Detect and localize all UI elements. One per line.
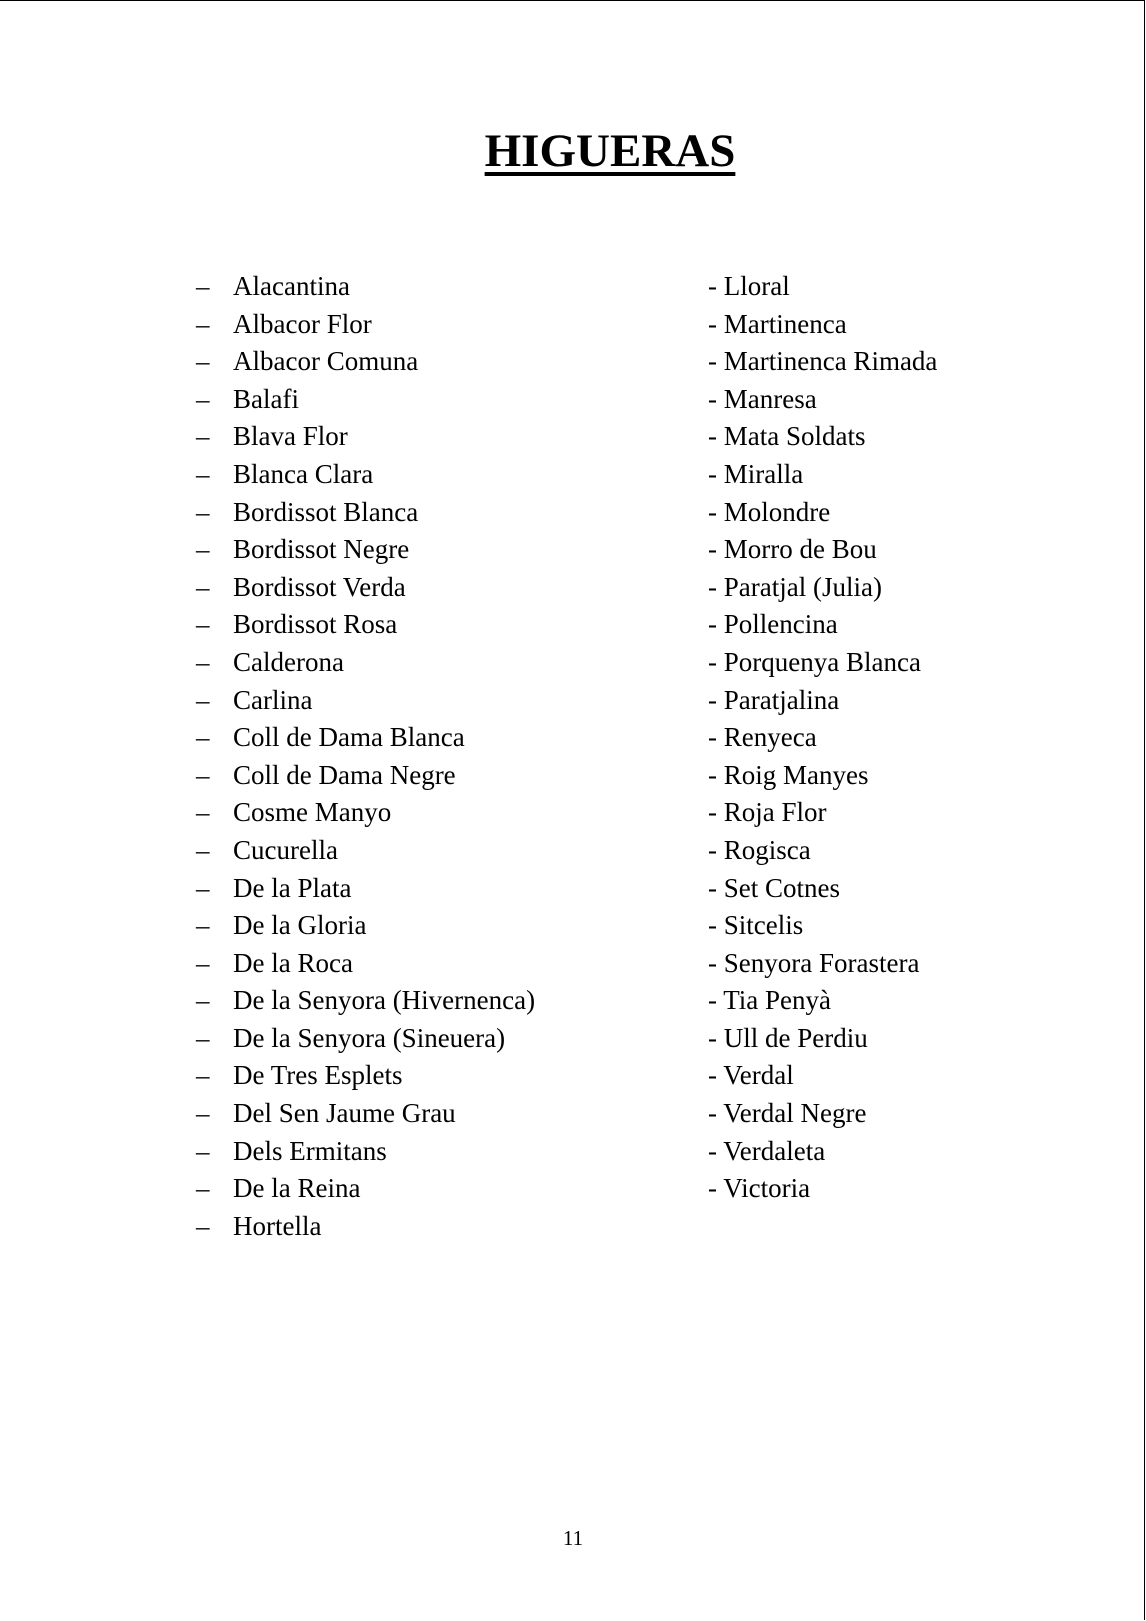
variety-name: Paratjalina [723, 684, 840, 715]
list-item [196, 381, 535, 419]
variety-name: Roja Flor [723, 797, 827, 828]
list-bullet: - [708, 571, 717, 602]
variety-name: Paratjal (Julia) [723, 571, 882, 602]
list-item [196, 456, 535, 494]
list-item [196, 945, 535, 983]
variety-name: Senyora Forastera [723, 947, 920, 978]
list-item [196, 418, 535, 456]
variety-name: Molondre [723, 496, 831, 527]
list-bullet: - [708, 308, 717, 339]
list-bullet: - [708, 609, 717, 640]
list-item [196, 1170, 535, 1208]
list-bullet: - [708, 496, 717, 527]
list-item [196, 1020, 535, 1058]
list-item [708, 1170, 937, 1208]
variety-name: Porquenya Blanca [723, 646, 921, 677]
variety-name: Ull de Perdiu [723, 1022, 868, 1053]
page-number: 11 [562, 1526, 584, 1550]
list-bullet: - [708, 947, 717, 978]
list-item [708, 832, 937, 870]
variety-name: Bordissot Rosa [233, 609, 398, 640]
list-bullet: - [708, 346, 717, 377]
list-bullet: – [196, 872, 210, 903]
variety-name: Carlina [233, 684, 313, 715]
list-item [196, 494, 535, 532]
list-bullet: – [196, 910, 210, 941]
list-item [708, 982, 937, 1020]
list-bullet: – [196, 1173, 210, 1204]
list-bullet: - [708, 383, 717, 414]
variety-name: Del Sen Jaume Grau [233, 1098, 456, 1129]
list-bullet: - [708, 646, 717, 677]
variety-name: De la Plata [233, 872, 352, 903]
variety-name: De la Gloria [233, 910, 367, 941]
list-bullet: - [708, 1060, 717, 1091]
list-item [708, 870, 937, 908]
variety-name: De la Reina [233, 1173, 361, 1204]
list-bullet: - [708, 534, 717, 565]
list-item [708, 531, 937, 569]
list-bullet: – [196, 834, 210, 865]
list-item [708, 418, 937, 456]
list-bullet: – [196, 609, 210, 640]
variety-name: Victoria [723, 1173, 811, 1204]
list-item [708, 794, 937, 832]
list-item [196, 832, 535, 870]
list-bullet: - [708, 1022, 717, 1053]
list-item [708, 494, 937, 532]
list-bullet: - [708, 421, 717, 452]
list-bullet: – [196, 1210, 210, 1241]
list-item [196, 982, 535, 1020]
list-item [196, 682, 535, 720]
list-item [708, 1020, 937, 1058]
list-bullet: - [708, 1173, 717, 1204]
variety-name: Coll de Dama Blanca [233, 722, 465, 753]
variety-name: Manresa [723, 383, 817, 414]
list-item [196, 1057, 535, 1095]
list-item [708, 945, 937, 983]
variety-name: Morro de Bou [723, 534, 877, 565]
list-bullet: - [708, 271, 717, 301]
variety-name: Bordissot Blanca [233, 496, 419, 527]
list-item [196, 644, 535, 682]
variety-name: Blava Flor [233, 421, 348, 452]
list-item [708, 569, 937, 607]
list-bullet: – [196, 383, 210, 414]
list-item [196, 343, 535, 381]
list-item [196, 794, 535, 832]
variety-name: De Tres Esplets [233, 1060, 403, 1091]
list-bullet: - [708, 834, 717, 865]
list-item [196, 1095, 535, 1133]
list-bullet: – [196, 646, 210, 677]
list-item [708, 606, 937, 644]
variety-name: Hortella [233, 1210, 322, 1241]
list-item [708, 1095, 937, 1133]
variety-name: Verdal Negre [723, 1098, 867, 1129]
list-item [708, 306, 937, 344]
list-item [708, 1133, 937, 1171]
variety-name: Cucurella [233, 834, 338, 865]
list-item [196, 870, 535, 908]
variety-name: Verdaleta [723, 1135, 826, 1166]
variety-name: Pollencina [723, 609, 838, 640]
list-item [196, 306, 535, 344]
variety-name: Cosme Manyo [233, 797, 392, 828]
list-item [196, 719, 535, 757]
variety-name: Dels Ermitans [233, 1135, 387, 1166]
variety-name: Martinenca Rimada [723, 346, 938, 377]
list-item [708, 719, 937, 757]
list-item [708, 907, 937, 945]
list-bullet: – [196, 534, 210, 565]
list-item [196, 1208, 535, 1246]
list-item [708, 682, 937, 720]
list-item [708, 644, 937, 682]
list-bullet: – [196, 1098, 210, 1129]
variety-name: Set Cotnes [723, 872, 841, 903]
list-item [196, 531, 535, 569]
list-item [708, 381, 937, 419]
variety-name: Roig Manyes [723, 759, 869, 790]
list-bullet: - [708, 684, 717, 715]
list-bullet: – [196, 947, 210, 978]
list-bullet: - [708, 797, 717, 828]
variety-name: Albacor Comuna [233, 346, 419, 377]
list-bullet: - [708, 872, 717, 903]
variety-name: Bordissot Negre [233, 534, 410, 565]
list-bullet: – [196, 458, 210, 489]
variety-name: De la Senyora (Hivernenca) [233, 985, 536, 1016]
variety-name: Blanca Clara [233, 458, 374, 489]
variety-name: Calderona [233, 646, 344, 677]
list-bullet: - [708, 1135, 717, 1166]
list-bullet: – [196, 271, 210, 301]
list-item [196, 569, 535, 607]
list-bullet: – [196, 985, 210, 1016]
variety-name: Balafi [233, 383, 299, 414]
list-bullet: - [708, 722, 717, 753]
list-item [196, 757, 535, 795]
variety-name: Alacantina [233, 271, 350, 301]
list-bullet: – [196, 571, 210, 602]
list-bullet: – [196, 1135, 210, 1166]
variety-name: Bordissot Verda [233, 571, 406, 602]
variety-name: De la Senyora (Sineuera) [233, 1022, 506, 1053]
variety-name: Miralla [723, 458, 804, 489]
list-bullet: – [196, 1022, 210, 1053]
list-bullet: - [708, 1098, 717, 1129]
variety-name: Renyeca [723, 722, 817, 753]
list-bullet: - [708, 985, 717, 1016]
list-bullet: - [708, 910, 717, 941]
page-title [0, 123, 1146, 179]
variety-name: Mata Soldats [723, 421, 866, 452]
list-item [708, 456, 937, 494]
list-item [708, 268, 937, 306]
left-variety-list [196, 268, 535, 1245]
variety-name: Rogisca [723, 834, 811, 865]
variety-name: Sitcelis [723, 910, 804, 941]
list-item [708, 1057, 937, 1095]
list-bullet: – [196, 1060, 210, 1091]
list-bullet: – [196, 496, 210, 527]
list-bullet: – [196, 722, 210, 753]
list-bullet: – [196, 421, 210, 452]
variety-name: Martinenca [723, 308, 847, 339]
list-item [708, 343, 937, 381]
list-bullet: - [708, 759, 717, 790]
list-bullet: – [196, 797, 210, 828]
variety-name: Verdal [723, 1060, 794, 1091]
list-item [196, 606, 535, 644]
list-item [196, 1133, 535, 1171]
variety-name: De la Roca [233, 947, 353, 978]
right-variety-list [708, 268, 937, 1208]
variety-name: Albacor Flor [233, 308, 372, 339]
list-bullet: – [196, 308, 210, 339]
variety-name: Coll de Dama Negre [233, 759, 456, 790]
list-item [708, 757, 937, 795]
list-bullet: – [196, 759, 210, 790]
page-title-text: HIGUERAS [484, 125, 736, 177]
list-bullet: – [196, 346, 210, 377]
list-item [196, 268, 535, 306]
list-item [196, 907, 535, 945]
variety-name: Lloral [723, 271, 790, 301]
list-bullet: – [196, 684, 210, 715]
variety-name: Tia Penyà [723, 985, 832, 1016]
list-bullet: - [708, 458, 717, 489]
